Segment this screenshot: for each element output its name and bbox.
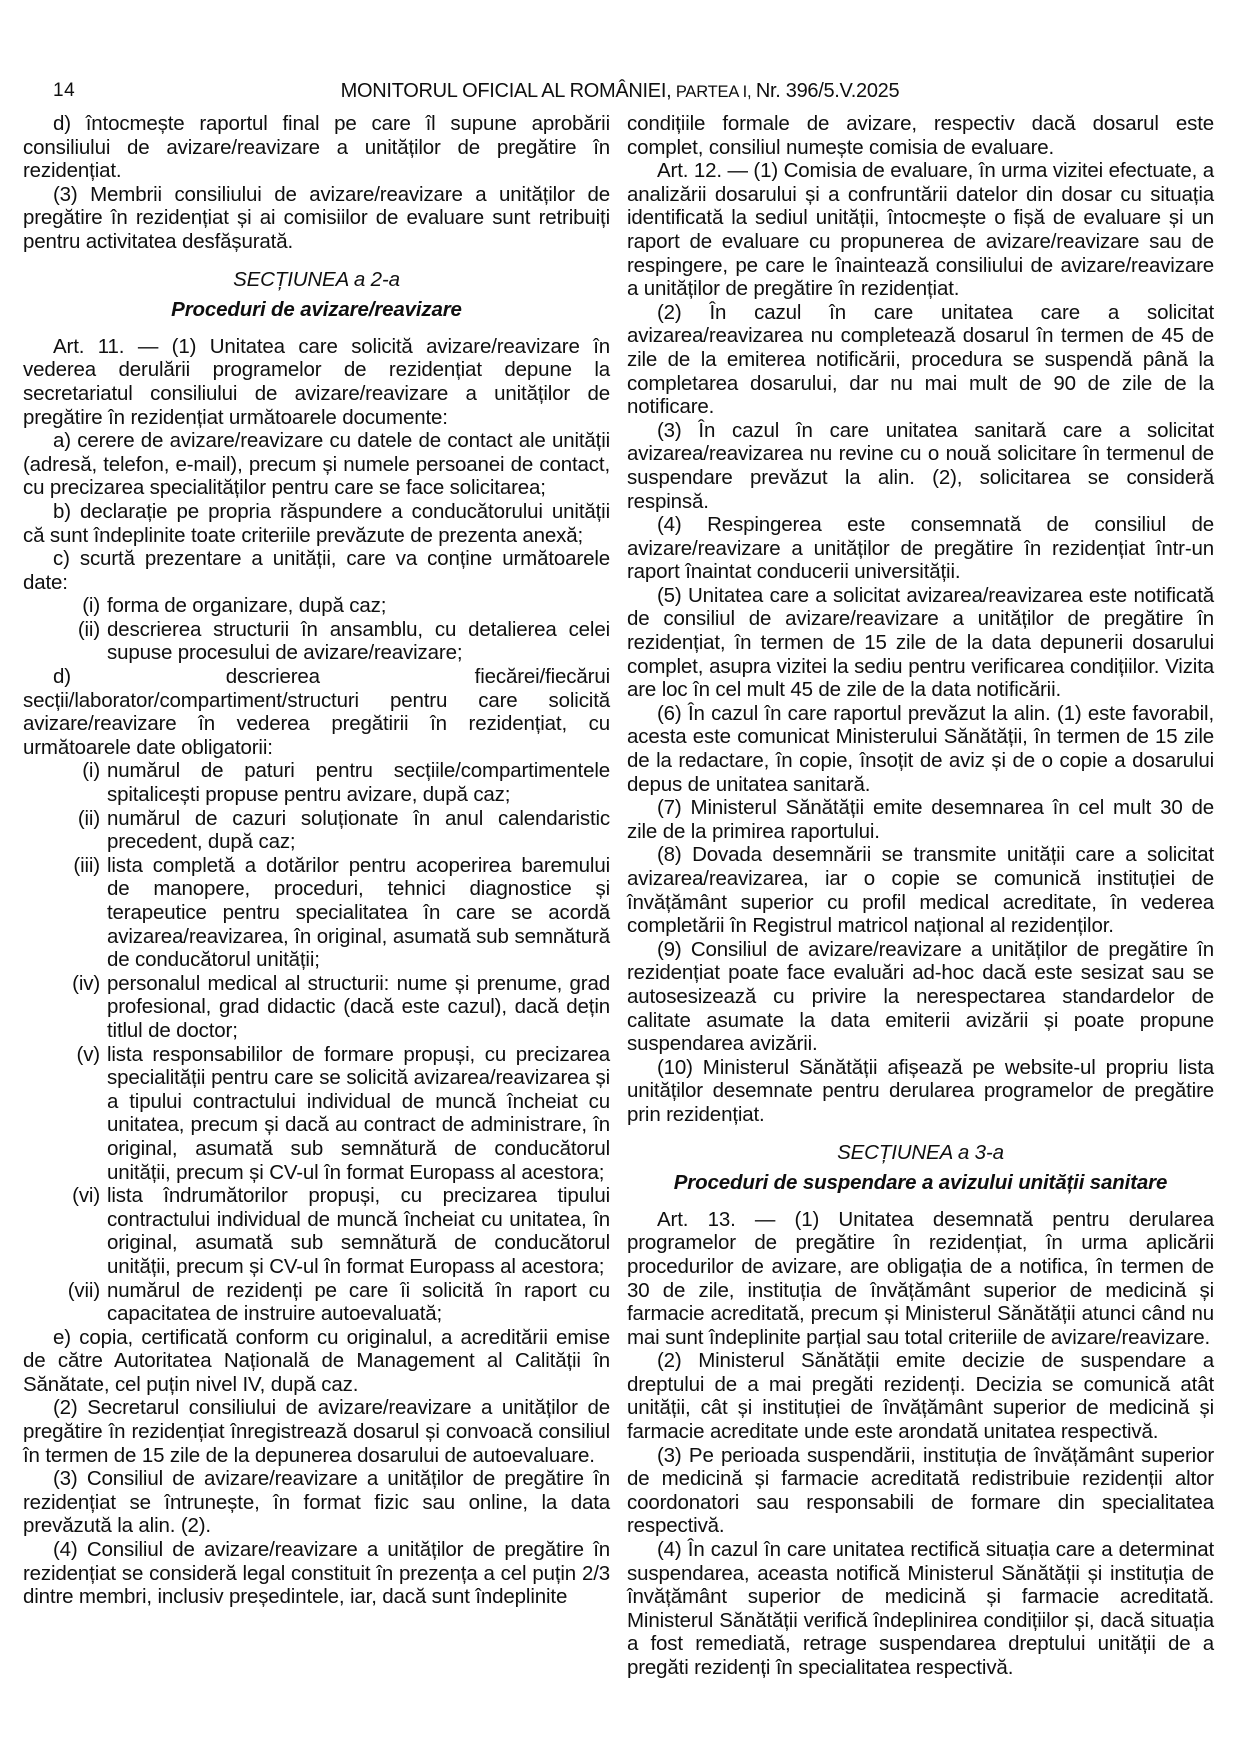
item-label: (iii) — [73, 853, 100, 877]
paragraph: e) copia, certificată conform cu originalul, a acreditării emise de către Autoritatea Națională de Management al Calității în Sănătate, cel puțin nivel IV, după caz. — [23, 1325, 610, 1396]
paragraph: (8) Dovada desemnării se transmite unității care a solicitat avizarea/reavizarea, iar o copie se comunică instituției de învățământ superior cu profil medical acreditate, în vederea completării în Registrul matricol național al rezidenților. — [627, 843, 1214, 938]
paragraph: a) cerere de avizare/reavizare cu datele de contact ale unității (adresă, telefon, e-mail), precum și numele persoanei de contact, cu precizarea specialităților pentru care se face solicitarea; — [23, 429, 610, 500]
paragraph: Art. 13. — (1) Unitatea desemnată pentru derularea programelor de pregătire în rezidențiat, în urma aplicării procedurilor de avizare, are obligația de a notifica, în termen de 30 de zile, instituția de învățământ superior de medicină și farmacie acreditată, precum și Ministerul Sănătății atunci când nu mai sunt îndeplinite parțial sau total criteriile de avizare/reavizare. — [627, 1207, 1214, 1349]
item-label: (vi) — [72, 1184, 100, 1208]
item-text: numărul de cazuri soluționate în anul calendaristic precedent, după caz; — [107, 806, 610, 854]
page-number: 14 — [53, 80, 76, 101]
right-column — [627, 112, 1214, 1680]
paragraph: (6) În cazul în care raportul prevăzut la alin. (1) este favorabil, acesta este comunicat Ministerului Sănătății, în termen de 15 zile de la redactare, în copie, însoțit de aviz și de o copie a dosarului depus de unitatea sanitară. — [627, 701, 1214, 796]
paragraph: (2) În cazul în care unitatea care a solicitat avizarea/reavizarea nu completează dosarul în termen de 45 de zile de la emiterea notificării, procedura se suspendă până la completarea dosarului, dar nu mai mult de 90 de zile de la notificare. — [627, 300, 1214, 419]
item-text: numărul de rezidenți pe care îi solicită în raport cu capacitatea de instruire autoevaluată; — [107, 1278, 610, 1326]
item-text: numărul de paturi pentru secțiile/compartimentele spitalicești propuse pentru avizare, după caz; — [107, 759, 610, 807]
section-heading: SECȚIUNEA a 2-a — [233, 267, 400, 291]
paragraph: (3) Consiliul de avizare/reavizare a unităților de pregătire în rezidențiat se întrunește, în format fizic sau online, la data prevăzută la alin. (2). — [23, 1467, 610, 1538]
item-label: (iv) — [72, 971, 100, 995]
item-label: (i) — [82, 759, 100, 783]
gazette-issue-number: Nr. 396/5.V.2025 — [755, 80, 900, 102]
gazette-title: MONITORUL OFICIAL AL ROMÂNIEI, — [340, 80, 672, 102]
numbered-item — [23, 807, 610, 854]
item-text: lista responsabililor de formare propuși, cu precizarea specialității pentru care se solicită avizarea/reavizarea și a tipului contractului individual de muncă încheiat cu unitatea, precum și dacă au contract de administrare, în original, asumată sub semnătură de conducătorul unității, precum și CV-ul în format Europass al acestora; — [107, 1042, 610, 1184]
item-text: lista completă a dotărilor pentru acoperirea baremului de manopere, proceduri, tehnici diagnostice și terapeutice pentru specialitatea în care se acordă avizarea/reavizarea, în original, asumată sub semnătură de conducătorul unității; — [107, 853, 610, 972]
item-text: descrierea structurii în ansamblu, cu detalierea celei supuse procesului de avizare/reavizare; — [107, 617, 610, 665]
section-subheading: Proceduri de avizare/reavizare — [171, 298, 462, 322]
paragraph: (9) Consiliul de avizare/reavizare a unităților de pregătire în rezidențiat poate face evaluări ad-hoc dacă este sesizat sau se autosesizează cu privire la nerespectarea standardelor de calitate asumate la data emiterii avizării și poate propune suspendarea avizării. — [627, 937, 1214, 1056]
item-text: forma de organizare, după caz; — [107, 594, 387, 618]
left-column — [23, 112, 610, 1680]
numbered-item — [23, 972, 610, 1043]
paragraph: (4) Consiliul de avizare/reavizare a unităților de pregătire în rezidențiat se consideră legal constituit în prezența a cel puțin 2/3 dintre membri, inclusiv președintele, iar, dacă sunt îndeplinite — [23, 1538, 610, 1609]
paragraph: b) declarație pe propria răspundere a conducătorului unității că sunt îndeplinite toate criteriile prevăzute de prezenta anexă; — [23, 499, 610, 547]
numbered-item — [23, 1043, 610, 1185]
paragraph: (7) Ministerul Sănătății emite desemnarea în cel mult 30 de zile de la primirea raportului. — [627, 796, 1214, 843]
item-label: (ii) — [77, 617, 100, 641]
numbered-item — [23, 759, 610, 806]
item-label: (vii) — [67, 1278, 100, 1302]
item-text: personalul medical al structurii: nume și prenume, grad profesional, grad didactic (dacă este cazul), dacă dețin titlul de doctor; — [107, 971, 610, 1042]
paragraph: (3) Pe perioada suspendării, instituția de învățământ superior de medicină și farmacie acreditată redistribuie rezidenții altor coordonatori sau responsabili de formare din specialitatea respectivă. — [627, 1443, 1214, 1538]
paragraph: (3) În cazul în care unitatea sanitară care a solicitat avizarea/reavizarea nu revine cu o nouă solicitare în termenul de suspendare prevăzut la alin. (2), solicitarea se consideră respinsă. — [627, 418, 1214, 513]
paragraph: d) descrierea fiecărei/fiecărui secții/laborator/compartiment/structuri pentru care solicită avizare/reavizare în vederea pregătirii în rezidențiat, cu următoarele date obligatorii: — [23, 665, 610, 759]
numbered-item — [23, 594, 610, 618]
section-heading: SECȚIUNEA a 3-a — [837, 1140, 1004, 1164]
item-label: (v) — [76, 1042, 100, 1066]
paragraph: c) scurtă prezentare a unității, care va conține următoarele date: — [23, 547, 610, 594]
paragraph: Art. 12. — (1) Comisia de evaluare, în urma vizitei efectuate, a analizării dosarului și a confruntării datelor din dosar cu situația identificată la sediul unității, întocmește o fișă de evaluare și un raport de evaluare cu propunerea de avizare/reavizare sau de respingere, pe care le înaintează consiliului de avizare/reavizare a unităților de pregătire în rezidențiat. — [627, 159, 1214, 301]
paragraph: (10) Ministerul Sănătății afișează pe website-ul propriu lista unităților desemnate pentru derularea programelor de pregătire prin rezidențiat. — [627, 1055, 1214, 1126]
paragraph: (4) În cazul în care unitatea rectifică situația care a determinat suspendarea, aceasta notifică Ministerul Sănătății și instituția de învățământ superior de medicină și farmacie acreditată. Ministerul Sănătății verifică îndeplinirea condițiilor și, dacă situația a fost remediată, retrage suspendarea dreptului unității de a pregăti rezidenți în specialitatea respectivă. — [627, 1538, 1214, 1679]
paragraph: (2) Ministerul Sănătății emite decizie de suspendare a dreptului de a mai pregăti rezidenți. Decizia se comunică atât unității, cât și instituției de învățământ superior de medicină și farmacie acreditate unde este arondată unitatea respectivă. — [627, 1349, 1214, 1444]
item-label: (i) — [82, 594, 100, 618]
paragraph: Art. 11. — (1) Unitatea care solicită avizare/reavizare în vederea derulării programelor de rezidențiat depune la secretariatul consiliului de avizare/reavizare a unităților de pregătire în rezidențiat următoarele documente: — [23, 334, 610, 429]
paragraph: (3) Membrii consiliului de avizare/reavizare a unităților de pregătire în rezidențiat și ai comisiilor de evaluare sunt retribuiți pentru activitatea desfășurată. — [23, 182, 610, 253]
item-text: lista îndrumătorilor propuși, cu precizarea tipului contractului individual de muncă încheiat cu unitatea, în original, asumată sub semnătură de conducătorul unității, precum și CV-ul în format Europass al acestora; — [107, 1184, 610, 1278]
item-label: (ii) — [77, 806, 100, 830]
numbered-item — [23, 1279, 610, 1326]
paragraph: condițiile formale de avizare, respectiv dacă dosarul este complet, consiliul numește comisia de evaluare. — [627, 112, 1214, 159]
running-header — [0, 80, 1240, 103]
numbered-item — [23, 618, 610, 665]
paragraph: (4) Respingerea este consemnată de consiliul de avizare/reavizare a unităților de pregătire în rezidențiat într-un raport înaintat conducerii universității. — [627, 513, 1214, 584]
paragraph: d) întocmește raportul final pe care îl supune aprobării consiliului de avizare/reavizare a unităților de pregătire în rezidențiat. — [23, 112, 610, 183]
two-column-body — [23, 112, 1214, 1680]
section-subheading: Proceduri de suspendare a avizului unității sanitare — [673, 1171, 1168, 1195]
numbered-item — [23, 1184, 610, 1278]
numbered-item — [23, 854, 610, 972]
paragraph: (5) Unitatea care a solicitat avizarea/reavizarea este notificată de consiliul de avizare/reavizare a unităților de pregătire în rezidențiat, în termen de 15 zile de la data depunerii dosarului complet, asupra vizitei la sediu pentru verificarea condițiilor. Vizita are loc în cel mult 45 de zile de la data notificării. — [627, 583, 1214, 702]
gazette-part: PARTEA I, — [675, 83, 752, 101]
paragraph: (2) Secretarul consiliului de avizare/reavizare a unităților de pregătire în rezidențiat înregistrează dosarul și convoacă consiliul în termen de 15 zile de la depunerea dosarului de autoevaluare. — [23, 1396, 610, 1467]
